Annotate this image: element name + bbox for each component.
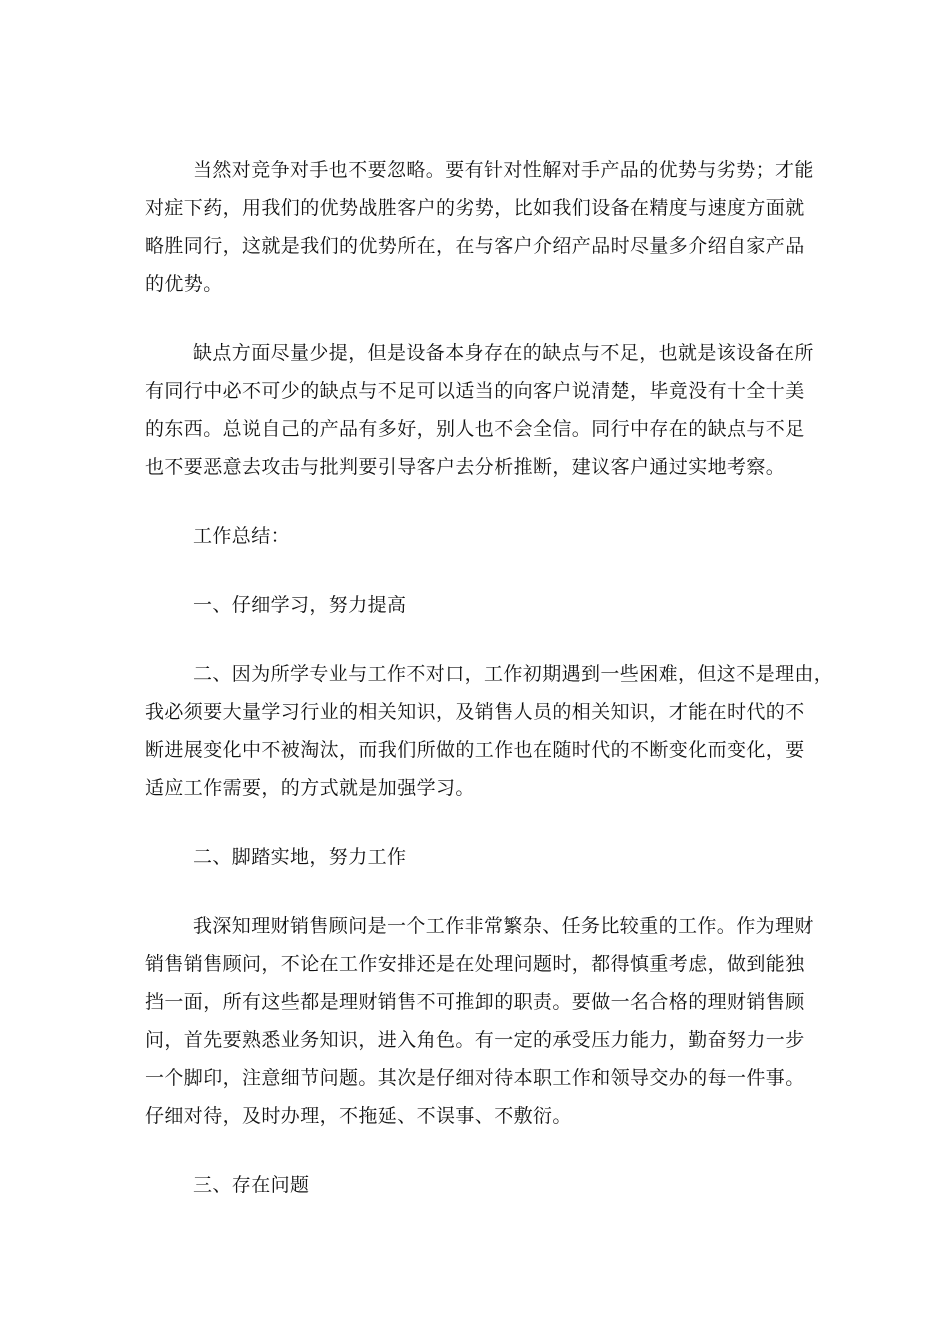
paragraph-work-line: 问，首先要熟悉业务知识，进入角色。有一定的承受压力能力，勤奋努力一步 <box>145 1029 805 1051</box>
paragraph-work-line: 挡一面，所有这些都是理财销售不可推卸的职责。要做一名合格的理财销售顾 <box>145 991 805 1013</box>
paragraph-study-line: 我必须要大量学习行业的相关知识，及销售人员的相关知识，才能在时代的不 <box>145 701 805 723</box>
heading-problems: 三、存在问题 <box>193 1174 310 1196</box>
paragraph-shortcomings-line: 也不要恶意去攻击与批判要引导客户去分析推断，建议客户通过实地考察。 <box>145 456 786 478</box>
paragraph-competitors-line: 略胜同行，这就是我们的优势所在，在与客户介绍产品时尽量多介绍自家产品 <box>145 235 805 257</box>
heading-study: 一、仔细学习，努力提高 <box>193 594 407 616</box>
paragraph-shortcomings-line: 缺点方面尽量少提，但是设备本身存在的缺点与不足，也就是该设备在所 <box>193 342 814 364</box>
paragraph-competitors-line: 当然对竞争对手也不要忽略。要有针对性解对手产品的优势与劣势；才能 <box>193 159 814 181</box>
paragraph-study-line: 断进展变化中不被淘汰，而我们所做的工作也在随时代的不断变化而变化，要 <box>145 739 805 761</box>
paragraph-work-line: 销售销售顾问，不论在工作安排还是在处理问题时，都得慎重考虑，做到能独 <box>145 953 805 975</box>
paragraph-study-line: 二、因为所学专业与工作不对口，工作初期遇到一些困难，但这不是理由， <box>193 663 834 685</box>
paragraph-competitors-line: 对症下药，用我们的优势战胜客户的劣势，比如我们设备在精度与速度方面就 <box>145 197 805 219</box>
paragraph-study-line: 适应工作需要，的方式就是加强学习。 <box>145 777 475 799</box>
paragraph-work-line: 一个脚印，注意细节问题。其次是仔细对待本职工作和领导交办的每一件事。 <box>145 1067 805 1089</box>
paragraph-shortcomings-line: 有同行中必不可少的缺点与不足可以适当的向客户说清楚，毕竟没有十全十美 <box>145 380 805 402</box>
paragraph-shortcomings-line: 的东西。总说自己的产品有多好，别人也不会全信。同行中存在的缺点与不足 <box>145 418 805 440</box>
heading-work: 二、脚踏实地，努力工作 <box>193 846 407 868</box>
heading-work-summary: 工作总结： <box>193 525 291 547</box>
paragraph-work-line: 我深知理财销售顾问是一个工作非常繁杂、任务比较重的工作。作为理财 <box>193 915 814 937</box>
paragraph-competitors-line: 的优势。 <box>145 273 223 295</box>
paragraph-work-line: 仔细对待，及时办理，不拖延、不误事、不敷衍。 <box>145 1105 572 1127</box>
